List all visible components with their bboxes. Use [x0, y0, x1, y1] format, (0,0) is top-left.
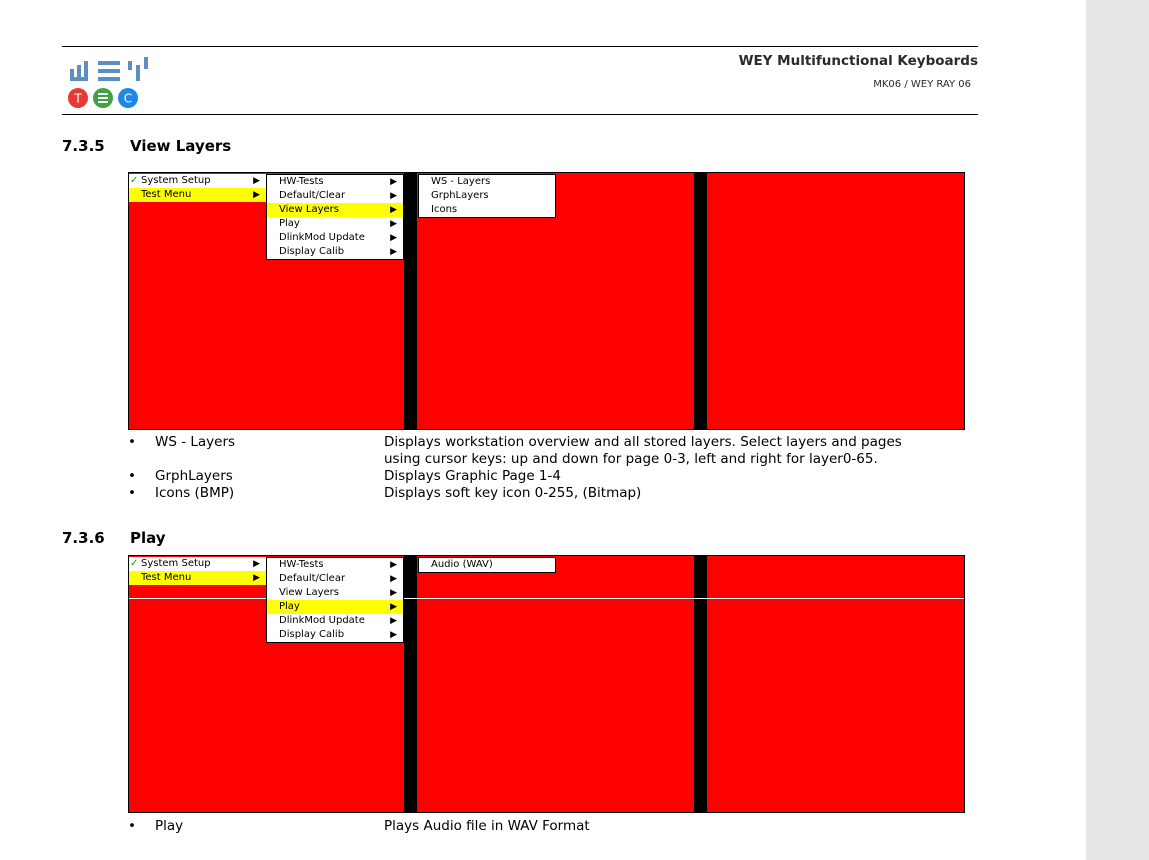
section-number: 7.3.5: [62, 137, 105, 155]
arrow-right-icon: ▶: [390, 574, 397, 584]
menu-item-display-calib[interactable]: Display Calib ▶: [279, 246, 397, 257]
section-title: Play: [130, 529, 166, 547]
play-submenu: [418, 557, 556, 573]
menu-item-test-menu[interactable]: Test Menu ▶: [129, 188, 266, 202]
arrow-right-icon: ▶: [253, 573, 260, 583]
document-margin-panel: [1086, 0, 1149, 860]
check-icon: ✓: [130, 558, 139, 569]
menu-item-view-layers[interactable]: View Layers ▶: [267, 203, 403, 217]
menu-item-icons[interactable]: Icons: [431, 204, 458, 215]
test-submenu: [266, 174, 404, 260]
arrow-right-icon: ▶: [390, 588, 397, 598]
menu-item-default-clear[interactable]: Default/Clear ▶: [279, 573, 397, 584]
arrow-right-icon: ▶: [253, 176, 260, 186]
main-menu: [129, 174, 266, 202]
screen-scanline: [129, 598, 964, 599]
svg-text:C: C: [123, 91, 133, 106]
menu-item-display-calib[interactable]: Display Calib ▶: [279, 629, 397, 640]
menu-item-dlinkmod-update[interactable]: DlinkMod Update ▶: [279, 615, 397, 626]
section-heading-view-layers: [62, 137, 231, 155]
view-layers-submenu: [418, 174, 556, 218]
test-submenu: [266, 557, 404, 643]
header-subtitle: MK06 / WEY RAY 06: [873, 79, 971, 90]
arrow-right-icon: ▶: [253, 190, 260, 200]
item-term: WS - Layers: [155, 434, 236, 450]
section-title: View Layers: [130, 137, 232, 155]
menu-item-play[interactable]: Play ▶: [267, 600, 403, 614]
arrow-right-icon: ▶: [390, 602, 397, 612]
item-description: using cursor keys: up and down for page 0-3, left and right for layer0-65.: [384, 451, 878, 467]
item-term: Icons (BMP): [155, 485, 235, 501]
header-bottom-rule: [62, 114, 978, 115]
main-menu: [129, 557, 266, 585]
menu-item-default-clear[interactable]: Default/Clear ▶: [279, 190, 397, 201]
section-heading-play: [62, 529, 166, 547]
menu-item-play[interactable]: Play ▶: [279, 218, 397, 229]
weytec-logo-icon: [66, 55, 161, 110]
arrow-right-icon: ▶: [390, 219, 397, 229]
item-description: Plays Audio file in WAV Format: [384, 818, 590, 834]
menu-item-system-setup[interactable]: ✓ System Setup ▶: [129, 174, 266, 188]
item-description: Displays workstation overview and all stored layers. Select layers and pages: [384, 434, 902, 450]
item-description: Displays Graphic Page 1-4: [384, 468, 561, 484]
svg-text:T: T: [74, 91, 82, 106]
menu-item-dlinkmod-update[interactable]: DlinkMod Update ▶: [279, 232, 397, 243]
menu-item-system-setup[interactable]: ✓ System Setup ▶: [129, 557, 266, 571]
screen-divider: [694, 173, 707, 429]
bullet: •: [128, 468, 136, 484]
arrow-right-icon: ▶: [390, 630, 397, 640]
screen-divider: [404, 173, 417, 429]
screen-divider: [404, 556, 417, 812]
arrow-right-icon: ▶: [390, 191, 397, 201]
arrow-right-icon: ▶: [253, 559, 260, 569]
arrow-right-icon: ▶: [390, 247, 397, 257]
play-screen: [128, 555, 965, 813]
check-icon: ✓: [130, 175, 139, 186]
menu-item-hw-tests[interactable]: HW-Tests ▶: [279, 176, 397, 187]
arrow-right-icon: ▶: [390, 177, 397, 187]
item-term: GrphLayers: [155, 468, 233, 484]
menu-item-hw-tests[interactable]: HW-Tests ▶: [279, 559, 397, 570]
header-top-rule: [62, 46, 978, 47]
arrow-right-icon: ▶: [390, 616, 397, 626]
arrow-right-icon: ▶: [390, 233, 397, 243]
arrow-right-icon: ▶: [390, 205, 397, 215]
arrow-right-icon: ▶: [390, 560, 397, 570]
bullet: •: [128, 485, 136, 501]
menu-item-ws-layers[interactable]: WS - Layers: [431, 176, 491, 187]
item-description: Displays soft key icon 0-255, (Bitmap): [384, 485, 642, 501]
view-layers-screen: [128, 172, 965, 430]
screen-divider: [694, 556, 707, 812]
menu-item-grphlayers[interactable]: GrphLayers: [431, 190, 489, 201]
header-title: WEY Multifunctional Keyboards: [738, 53, 978, 69]
bullet: •: [128, 434, 136, 450]
menu-item-audio-wav[interactable]: Audio (WAV): [431, 559, 493, 570]
menu-item-view-layers[interactable]: View Layers ▶: [279, 587, 397, 598]
section-number: 7.3.6: [62, 529, 105, 547]
bullet: •: [128, 818, 136, 834]
menu-item-test-menu[interactable]: Test Menu ▶: [129, 571, 266, 585]
item-term: Play: [155, 818, 184, 834]
